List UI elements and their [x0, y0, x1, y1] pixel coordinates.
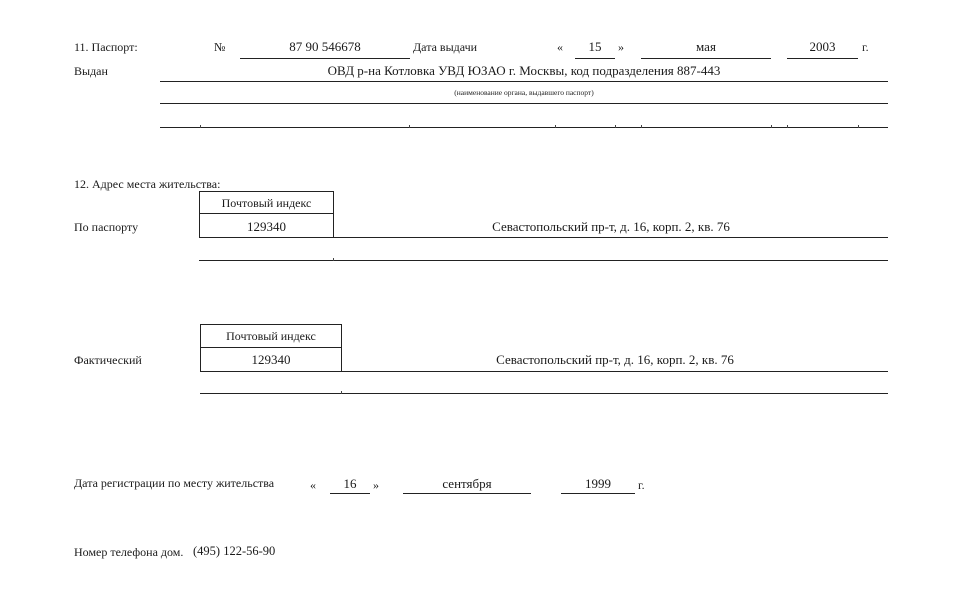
actual-address-line-2 [200, 393, 888, 394]
line-tick [771, 125, 772, 128]
actual-street-field[interactable]: Севастопольский пр-т, д. 16, корп. 2, кв. 76 [496, 352, 734, 367]
registration-day-field[interactable]: 16 [343, 476, 357, 491]
registration-date-label: Дата регистрации по месту жительства [74, 476, 275, 490]
registration-month-field[interactable]: сентября [442, 476, 492, 491]
issue-day-quote-close: » [618, 40, 624, 54]
line-tick [858, 125, 859, 128]
issued-by-label: Выдан [74, 64, 108, 78]
registration-year-field[interactable]: 1999 [585, 476, 611, 491]
by-passport-label: По паспорту [74, 220, 139, 234]
address-section-label: 12. Адрес места жительства: [74, 177, 221, 191]
actual-postal-code-field[interactable]: 129340 [251, 352, 291, 367]
line-tick [787, 125, 788, 128]
issue-year-field[interactable]: 2003 [809, 39, 836, 54]
issue-month-field[interactable]: мая [696, 39, 716, 54]
issue-day-field[interactable]: 15 [588, 39, 602, 54]
actual-address-line-1 [200, 371, 888, 372]
issue-date-label: Дата выдачи [413, 40, 478, 54]
issued-by-field[interactable]: ОВД р-на Котловка УВД ЮЗАО г. Москвы, код подразделения 887-443 [327, 63, 721, 78]
actual-postal-header: Почтовый индекс [226, 329, 316, 343]
issue-year-underline [787, 58, 858, 59]
issue-day-quote-open: « [557, 40, 563, 54]
issue-year-suffix: г. [862, 40, 869, 54]
registration-year-underline [561, 493, 635, 494]
registration-day-underline [330, 493, 370, 494]
issued-by-line-3 [160, 127, 888, 128]
passport-postal-header: Почтовый индекс [221, 196, 312, 210]
line-tick [615, 125, 616, 128]
issued-by-line-2 [160, 103, 888, 104]
issued-by-underline [160, 81, 888, 82]
passport-number-field[interactable]: 87 90 546678 [289, 39, 361, 54]
passport-number-sign: № [214, 40, 226, 54]
line-tick [333, 258, 334, 261]
passport-address-line-2 [199, 260, 888, 261]
passport-section-label: 11. Паспорт: [74, 40, 138, 54]
registration-day-quote-close: » [373, 478, 379, 492]
actual-label: Фактический [74, 353, 142, 367]
registration-year-suffix: г. [638, 478, 645, 492]
line-tick [341, 391, 342, 394]
issued-by-caption: (наименование органа, выдавшего паспорт) [454, 88, 594, 97]
issue-day-underline [575, 58, 615, 59]
registration-day-quote-open: « [310, 478, 316, 492]
registration-month-underline [403, 493, 531, 494]
passport-number-underline [240, 58, 410, 59]
line-tick [641, 125, 642, 128]
phone-field[interactable]: (495) 122-56-90 [193, 544, 276, 558]
issue-month-underline [641, 58, 771, 59]
passport-street-field[interactable]: Севастопольский пр-т, д. 16, корп. 2, кв. 76 [492, 219, 730, 234]
passport-address-line-1 [199, 237, 888, 238]
line-tick [200, 125, 201, 128]
line-tick [555, 125, 556, 128]
line-tick [409, 125, 410, 128]
phone-label: Номер телефона дом. [74, 545, 184, 559]
passport-postal-code-field[interactable]: 129340 [247, 219, 286, 234]
